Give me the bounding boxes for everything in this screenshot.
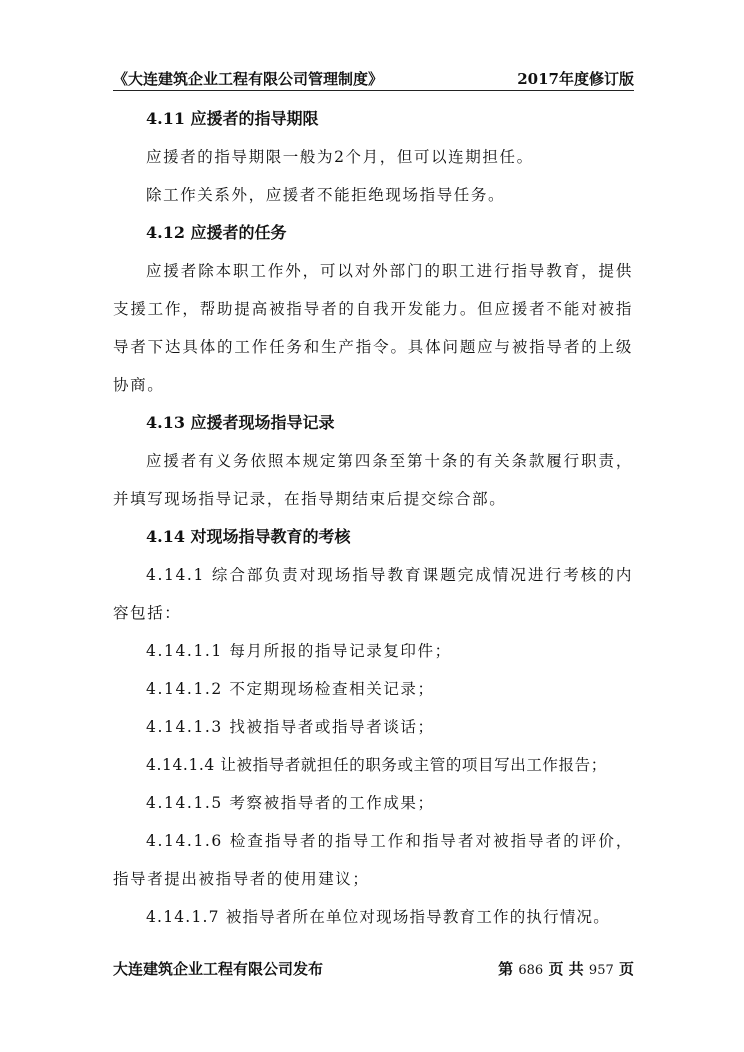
paragraph: 4.14.1 综合部负责对现场指导教育课题完成情况进行考核的内容包括： <box>113 566 633 622</box>
list-item: 4.14.1.3 找被指导者或指导者谈话； <box>146 718 435 736</box>
paragraph: 除工作关系外，应援者不能拒绝现场指导任务。 <box>146 186 506 204</box>
paragraph: 应援者的指导期限一般为2个月，但可以连期担任。 <box>146 148 534 166</box>
section-heading: 4.14 对现场指导教育的考核 <box>146 527 351 546</box>
page-total: 957 <box>588 963 614 978</box>
list-item: 4.14.1.6 检查指导者的指导工作和指导者对被指导者的评价，指导者提出被指导者的使用建议； <box>113 832 633 888</box>
section-4-12 <box>113 214 633 404</box>
page-mid: 页 共 <box>548 960 584 978</box>
page-suffix: 页 <box>618 960 634 978</box>
list-item: 4.14.1.5 考察被指导者的工作成果； <box>146 794 435 812</box>
header-edition: 2017年度修订版 <box>517 70 634 88</box>
section-heading: 4.12 应援者的任务 <box>146 223 287 242</box>
section-4-14 <box>113 518 633 936</box>
page-counter <box>498 958 634 979</box>
page-header <box>113 64 634 91</box>
section-heading: 4.13 应援者现场指导记录 <box>146 413 335 432</box>
page-number: 686 <box>518 963 544 978</box>
section-4-11 <box>113 100 633 214</box>
section-4-13 <box>113 404 633 518</box>
page-prefix: 第 <box>498 960 514 978</box>
list-item: 4.14.1.2 不定期现场检查相关记录； <box>146 680 435 698</box>
section-heading: 4.11 应援者的指导期限 <box>146 109 319 128</box>
list-item: 4.14.1.7 被指导者所在单位对现场指导教育工作的执行情况。 <box>146 908 610 926</box>
paragraph: 应援者有义务依照本规定第四条至第十条的有关条款履行职责，并填写现场指导记录，在指导期结束后提交综合部。 <box>113 452 633 508</box>
paragraph: 应援者除本职工作外，可以对外部门的职工进行指导教育，提供支援工作，帮助提高被指导者的自我开发能力。但应援者不能对被指导者下达具体的工作任务和生产指令。具体问题应与被指导者的上级协商。 <box>113 262 633 394</box>
list-item: 4.14.1.4 让被指导者就担任的职务或主管的项目写出工作报告； <box>146 756 607 774</box>
list-item: 4.14.1.1 每月所报的指导记录复印件； <box>146 642 452 660</box>
document-body <box>113 100 633 936</box>
page-footer <box>113 958 634 980</box>
footer-publisher: 大连建筑企业工程有限公司发布 <box>113 960 324 978</box>
header-title: 《大连建筑企业工程有限公司管理制度》 <box>113 70 384 88</box>
